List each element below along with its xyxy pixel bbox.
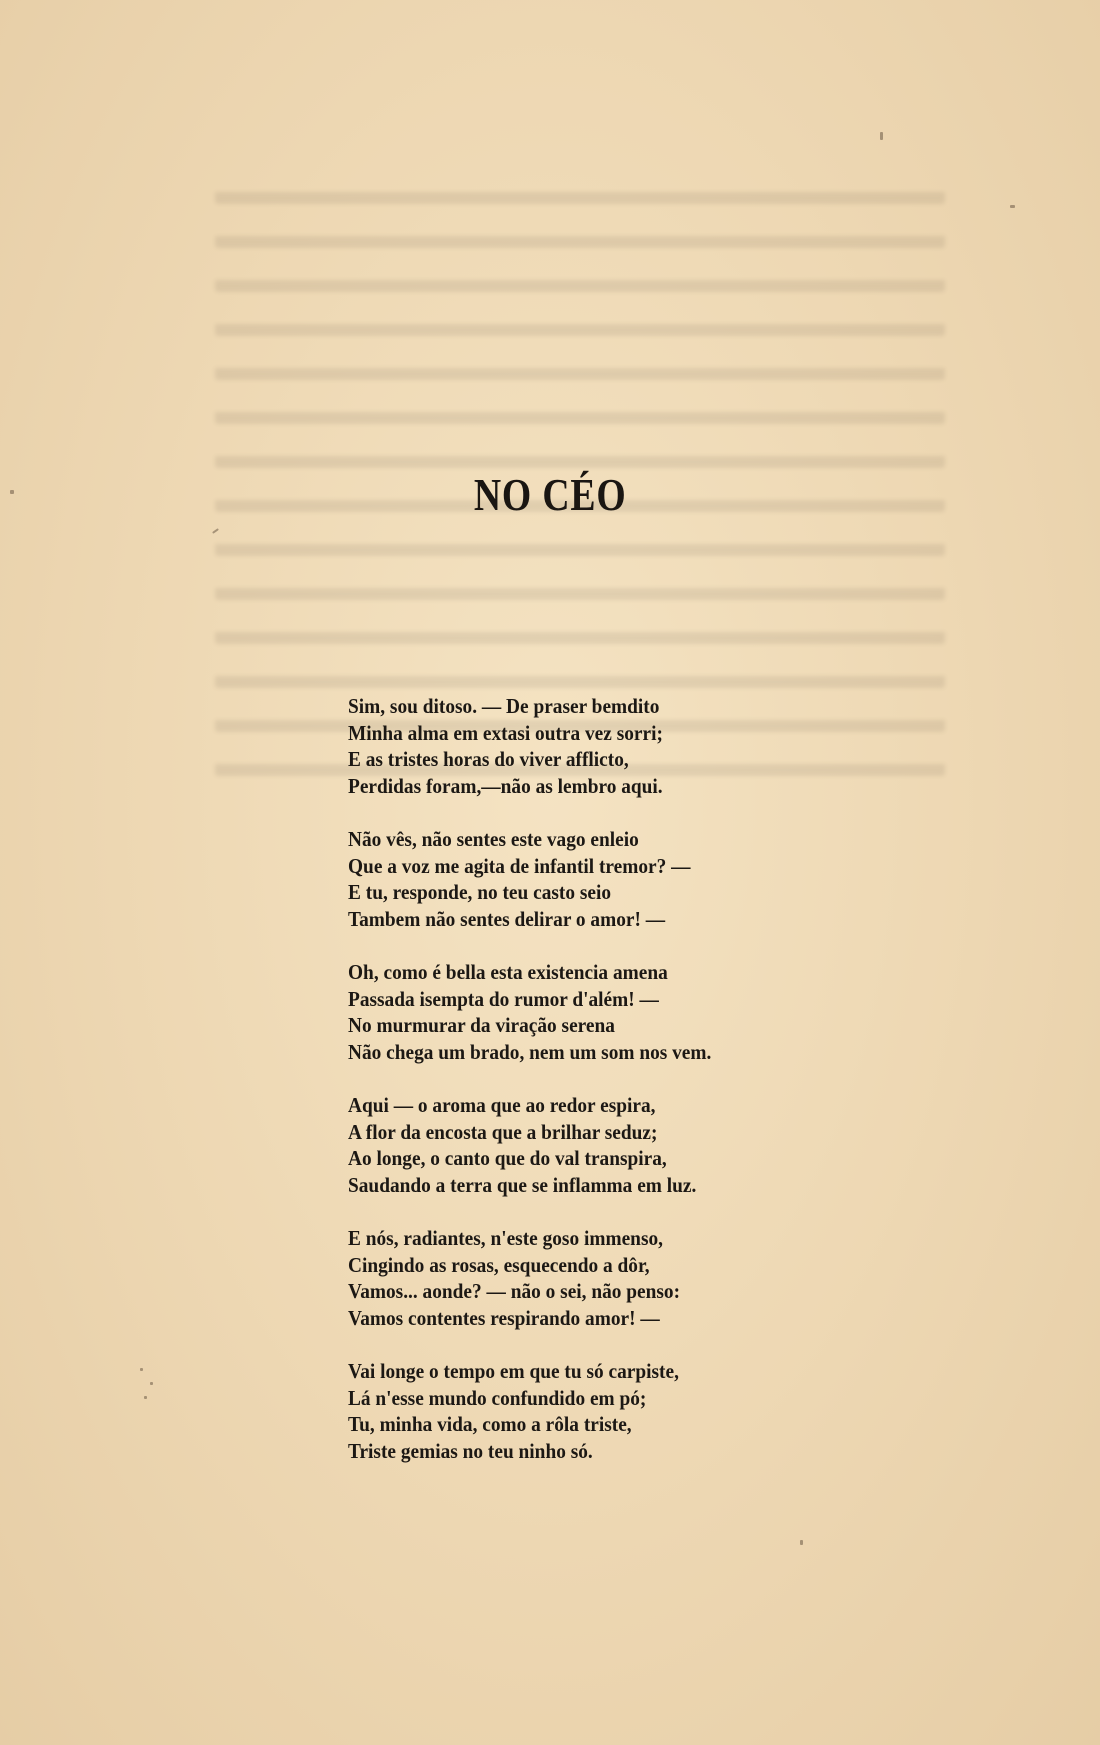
poem-line: Aqui — o aroma que ao redor espira, (348, 1093, 656, 1117)
paper-speck (140, 1368, 143, 1371)
poem-line: Ao longe, o canto que do val transpira, (348, 1146, 667, 1170)
poem-line: Passada isempta do rumor d'além! — (348, 986, 659, 1011)
poem-line: Triste gemias no teu ninho só. (348, 1438, 593, 1463)
stanza (348, 1225, 908, 1331)
poem-line: Tu, minha vida, como a rôla triste, (348, 1412, 632, 1436)
stanza (348, 693, 908, 799)
poem-line: Oh, como é bella esta existencia amena (348, 960, 668, 984)
poem-body (348, 693, 908, 1491)
poem-line: E nós, radiantes, n'este goso immenso, (348, 1226, 663, 1250)
paper-speck (144, 1396, 147, 1399)
poem-line: A flor da encosta que a brilhar seduz; (348, 1119, 658, 1144)
paper-speck (212, 528, 219, 534)
show-through-text (215, 160, 945, 720)
poem-line: E as tristes horas do viver afflicto, (348, 747, 629, 771)
poem-line: Que a voz me agita de infantil tremor? — (348, 853, 691, 878)
stanza (348, 826, 908, 932)
paper-speck (800, 1540, 803, 1545)
poem-line: E tu, responde, no teu casto seio (348, 880, 612, 904)
poem-line: Perdidas foram,—não as lembro aqui. (348, 773, 663, 798)
poem-line: Vai longe o tempo em que tu só carpiste, (348, 1359, 679, 1383)
stanza (348, 1092, 908, 1198)
poem-title: NO CÉO (473, 469, 627, 520)
paper-speck (10, 490, 14, 494)
paper-speck (1010, 205, 1015, 208)
poem-line: Saudando a terra que se inflamma em luz. (348, 1172, 697, 1197)
poem-line: Tambem não sentes delirar o amor! — (348, 906, 666, 931)
stanza (348, 1358, 908, 1464)
poem-line: Lá n'esse mundo confundido em pó; (348, 1385, 647, 1410)
paper-speck (150, 1382, 153, 1385)
poem-line: Não vês, não sentes este vago enleio (348, 827, 639, 851)
paper-speck (880, 132, 883, 140)
poem-line: Não chega um brado, nem um som nos vem. (348, 1039, 712, 1064)
poem-line: Cingindo as rosas, esquecendo a dôr, (348, 1252, 650, 1277)
poem-line: Minha alma em extasi outra vez sorri; (348, 720, 663, 745)
poem-line: No murmurar da viração serena (348, 1013, 615, 1037)
poem-line: Sim, sou ditoso. — De praser bemdito (348, 694, 660, 718)
poem-line: Vamos... aonde? — não o sei, não penso: (348, 1279, 681, 1303)
poem-line: Vamos contentes respirando amor! — (348, 1305, 660, 1330)
stanza (348, 959, 908, 1065)
